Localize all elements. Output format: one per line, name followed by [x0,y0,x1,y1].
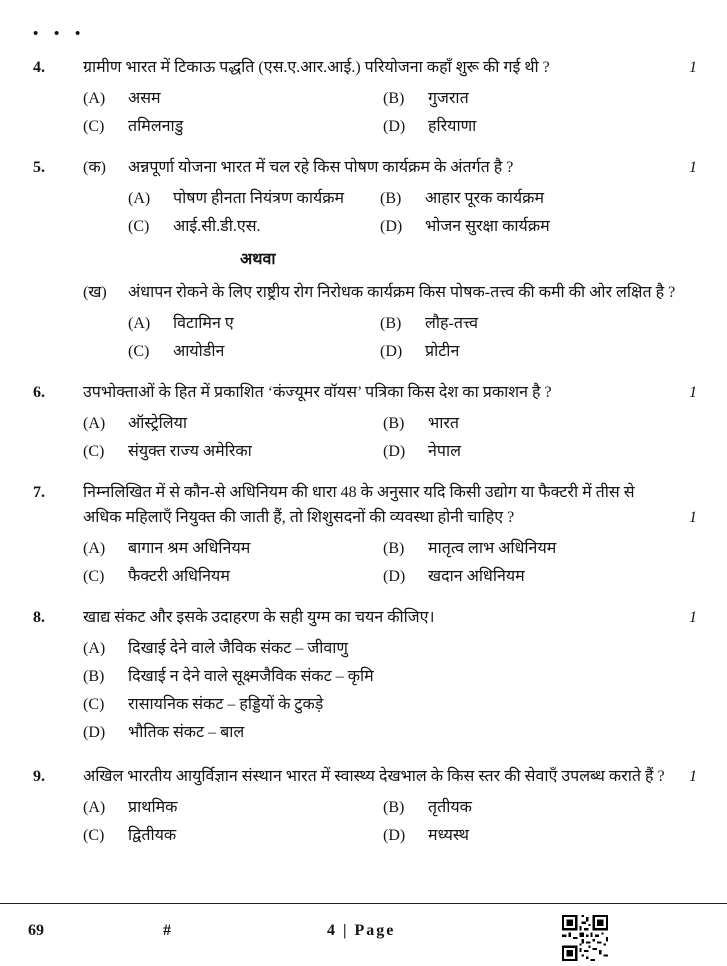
option-text: भोजन सुरक्षा कार्यक्रम [425,218,550,235]
option-label: (B) [383,540,405,557]
option-a [83,86,383,111]
question-6 [33,380,697,464]
question-text: उपभोक्ताओं के हित में प्रकाशित ‘कंज्यूमर वॉयस’ पत्रिका किस देश का प्रकाशन है ? [83,384,552,401]
option-b [383,536,647,561]
option-label: (B) [83,668,105,685]
question-text: निम्नलिखित में से कौन-से अधिनियम की धारा 48 के अनुसार यदि किसी उद्योग या फैक्टरी में तीस से अधिक महिलाएँ नियुक्त की जाती हैं, तो शिशुसदनों की व्यवस्था होनी चाहिए ? [83,484,635,526]
option-text: आहार पूरक कार्यक्रम [425,190,545,207]
option-c [128,214,380,239]
question-text: खाद्य संकट और इसके उदाहरण के सही युग्म का चयन कीजिए। [83,609,435,626]
option-label: (D) [383,827,406,844]
option-label: (B) [380,315,402,332]
option-label: (A) [83,799,106,816]
option-d [383,114,647,139]
option-c [83,114,383,139]
option-b [383,411,647,436]
option-text: दिखाई न देने वाले सूक्ष्मजैविक संकट – कृमि [128,668,374,685]
option-text: द्वितीयक [128,827,177,844]
options-grid [83,86,697,139]
option-d [380,214,647,239]
option-text: मध्यस्थ [428,827,469,844]
option-label: (D) [383,118,406,135]
options-grid [83,795,697,848]
option-label: (C) [83,827,105,844]
option-label: (D) [383,443,406,460]
marks-value: 1 [689,384,697,401]
options-grid [83,411,697,464]
question-7 [33,480,697,589]
options-grid [128,311,697,364]
question-number: 8. [33,609,45,626]
or-separator: अथवा [240,251,276,268]
option-d [380,339,647,364]
option-text: खदान अधिनियम [428,568,525,585]
option-label: (C) [128,343,150,360]
marks-value: 1 [689,509,697,526]
marks-value: 1 [689,609,697,626]
option-label: (A) [83,415,106,432]
question-number: 6. [33,384,45,401]
option-a [83,536,383,561]
option-text: पोषण हीनता नियंत्रण कार्यक्रम [173,190,345,207]
option-text: मातृत्व लाभ अधिनियम [428,540,557,557]
subquestion-kha [83,280,697,364]
option-text: प्राथमिक [128,799,178,816]
option-label: (A) [83,540,106,557]
marks-value: 1 [689,59,697,76]
question-text: अन्नपूर्णा योजना भारत में चल रहे किस पोषण कार्यक्रम के अंतर्गत है ? [128,159,514,176]
option-label: (C) [83,568,105,585]
footer-divider [0,903,727,904]
question-number: 5. [33,159,45,176]
marks-value: 1 [689,159,697,176]
question-text: अंधापन रोकने के लिए राष्ट्रीय रोग निरोधक कार्यक्रम किस पोषक-तत्त्व की कमी की ओर लक्षित है ? [128,284,676,301]
options-list [83,636,697,745]
question-4 [33,55,697,139]
option-label: (D) [83,724,106,741]
option-label: (B) [383,415,405,432]
option-text: ऑस्ट्रेलिया [128,415,188,432]
option-text: दिखाई देने वाले जैविक संकट – जीवाणु [128,640,348,657]
question-number: 9. [33,768,45,785]
option-label: (B) [383,90,405,107]
option-text: नेपाल [428,443,461,460]
option-text: संयुक्त राज्य अमेरिका [128,443,252,460]
option-b [380,186,647,211]
option-c [83,564,383,589]
option-d [83,720,647,745]
option-text: रासायनिक संकट – हड्डियों के टुकड़े [128,696,324,713]
option-b [383,86,647,111]
footer-hash: # [163,922,171,939]
option-a [83,411,383,436]
question-8 [33,605,697,748]
option-d [383,439,647,464]
option-c [83,439,383,464]
question-9 [33,764,697,848]
option-label: (C) [83,118,105,135]
page-number: 4 | Page [327,922,396,939]
option-d [383,564,647,589]
option-label: (A) [83,640,106,657]
option-a [128,186,380,211]
marks-value: 1 [689,768,697,785]
option-text: फैक्टरी अधिनियम [128,568,230,585]
option-a [128,311,380,336]
option-text: तमिलनाडु [128,118,184,135]
subquestion-ka [83,155,697,239]
options-grid [128,186,697,239]
option-text: लौह-तत्त्व [425,315,479,332]
option-label: (A) [128,190,151,207]
option-c [83,823,383,848]
option-text: भौतिक संकट – बाल [128,724,245,741]
subquestion-label: (क) [83,159,106,176]
option-text: भारत [428,415,460,432]
option-label: (B) [380,190,402,207]
question-text: ग्रामीण भारत में टिकाऊ पद्धति (एस.ए.आर.आई.) परियोजना कहाँ शुरू की गई थी ? [83,59,550,76]
option-c [83,692,647,717]
option-text: आई.सी.डी.एस. [173,218,261,235]
option-label: (C) [83,443,105,460]
option-text: असम [128,90,161,107]
option-label: (C) [128,218,150,235]
footer-code: 69 [28,922,44,939]
option-text: आयोडीन [173,343,225,360]
option-label: (D) [380,343,403,360]
question-5 [33,155,697,364]
option-label: (B) [383,799,405,816]
option-label: (A) [83,90,106,107]
question-number: 7. [33,484,45,501]
option-text: हरियाणा [428,118,477,135]
page-footer [0,914,727,963]
option-b [383,795,647,820]
question-number: 4. [33,59,45,76]
option-label: (A) [128,315,151,332]
option-a [83,795,383,820]
option-text: तृतीयक [428,799,472,816]
option-text: प्रोटीन [425,343,460,360]
question-text: अखिल भारतीय आयुर्विज्ञान संस्थान भारत में स्वास्थ्य देखभाल के किस स्तर की सेवाएँ उपलब्ध कराते हैं ? [83,768,665,785]
option-text: विटामिन ए [173,315,234,332]
option-b [380,311,647,336]
subquestion-label: (ख) [83,284,107,301]
header-dots: • • • [33,26,87,42]
option-text: गुजरात [428,90,469,107]
option-a [83,636,647,661]
option-b [83,664,647,689]
option-label: (C) [83,696,105,713]
option-label: (D) [383,568,406,585]
qr-code-icon [562,915,608,961]
option-d [383,823,647,848]
option-text: बागान श्रम अधिनियम [128,540,251,557]
option-label: (D) [380,218,403,235]
options-grid [83,536,697,589]
option-c [128,339,380,364]
